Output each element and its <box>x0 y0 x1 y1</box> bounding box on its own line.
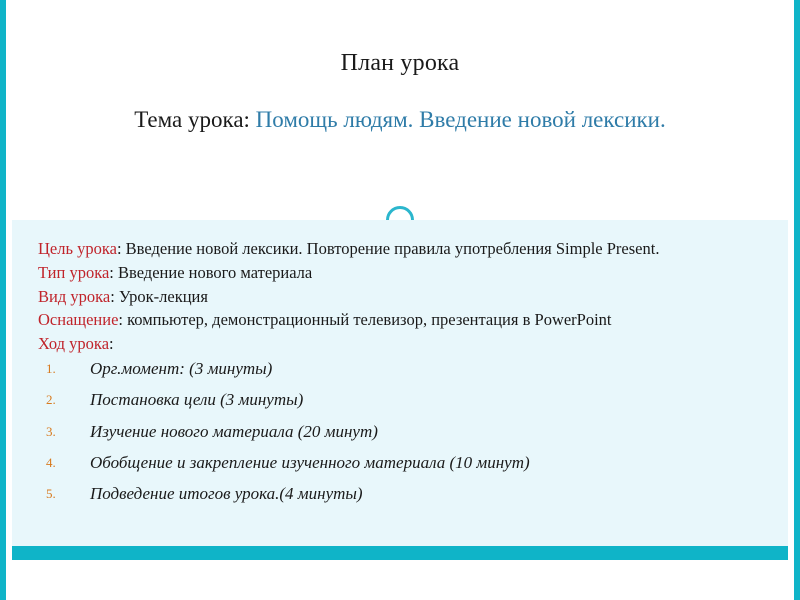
footer-spacer <box>12 560 788 594</box>
subtitle-label: Тема урока: <box>134 107 256 132</box>
list-item: Обобщение и закрепление изученного материала (10 минут) <box>90 453 530 472</box>
body-line-text: : Введение новой лексики. Повторение правила употребления Simple Present. <box>116 239 660 258</box>
list-item: Постановка цели (3 минуты) <box>90 390 304 410</box>
body-line-label: Тип урока <box>38 262 110 282</box>
page-title: План урока <box>340 50 460 76</box>
body-line-text: : компьютер, демонстрационный телевизор, презентация в PowerPoint <box>118 310 612 330</box>
slide-header <box>6 0 794 218</box>
body-line <box>38 333 762 355</box>
body-line-text: : <box>109 334 114 354</box>
body-line <box>38 309 762 331</box>
body-line-label: Вид урока <box>38 286 111 306</box>
body-line <box>38 238 762 260</box>
body-line-label: Ход урока <box>38 334 110 354</box>
body-line <box>38 262 762 284</box>
slide-bottom-edge <box>6 594 794 600</box>
list-item: Изучение нового материала (20 минут) <box>90 421 378 441</box>
body-line-text: : Урок-лекция <box>110 286 208 306</box>
body-line-label: Оснащение <box>38 310 119 330</box>
slide-body <box>12 220 788 554</box>
agenda-list <box>38 359 762 505</box>
body-line-text: : Введение нового материала <box>109 262 313 282</box>
list-item: Подведение итогов урока.(4 минуты) <box>90 484 363 504</box>
body-line-label: Цель урока <box>38 239 117 258</box>
subtitle-value: Помощь людям. Введение новой лексики. <box>255 107 666 132</box>
footer-accent-bar <box>12 546 788 560</box>
body-line <box>38 286 762 308</box>
list-item: Орг.момент: (3 минуты) <box>90 358 273 378</box>
slide-subtitle <box>6 107 794 133</box>
